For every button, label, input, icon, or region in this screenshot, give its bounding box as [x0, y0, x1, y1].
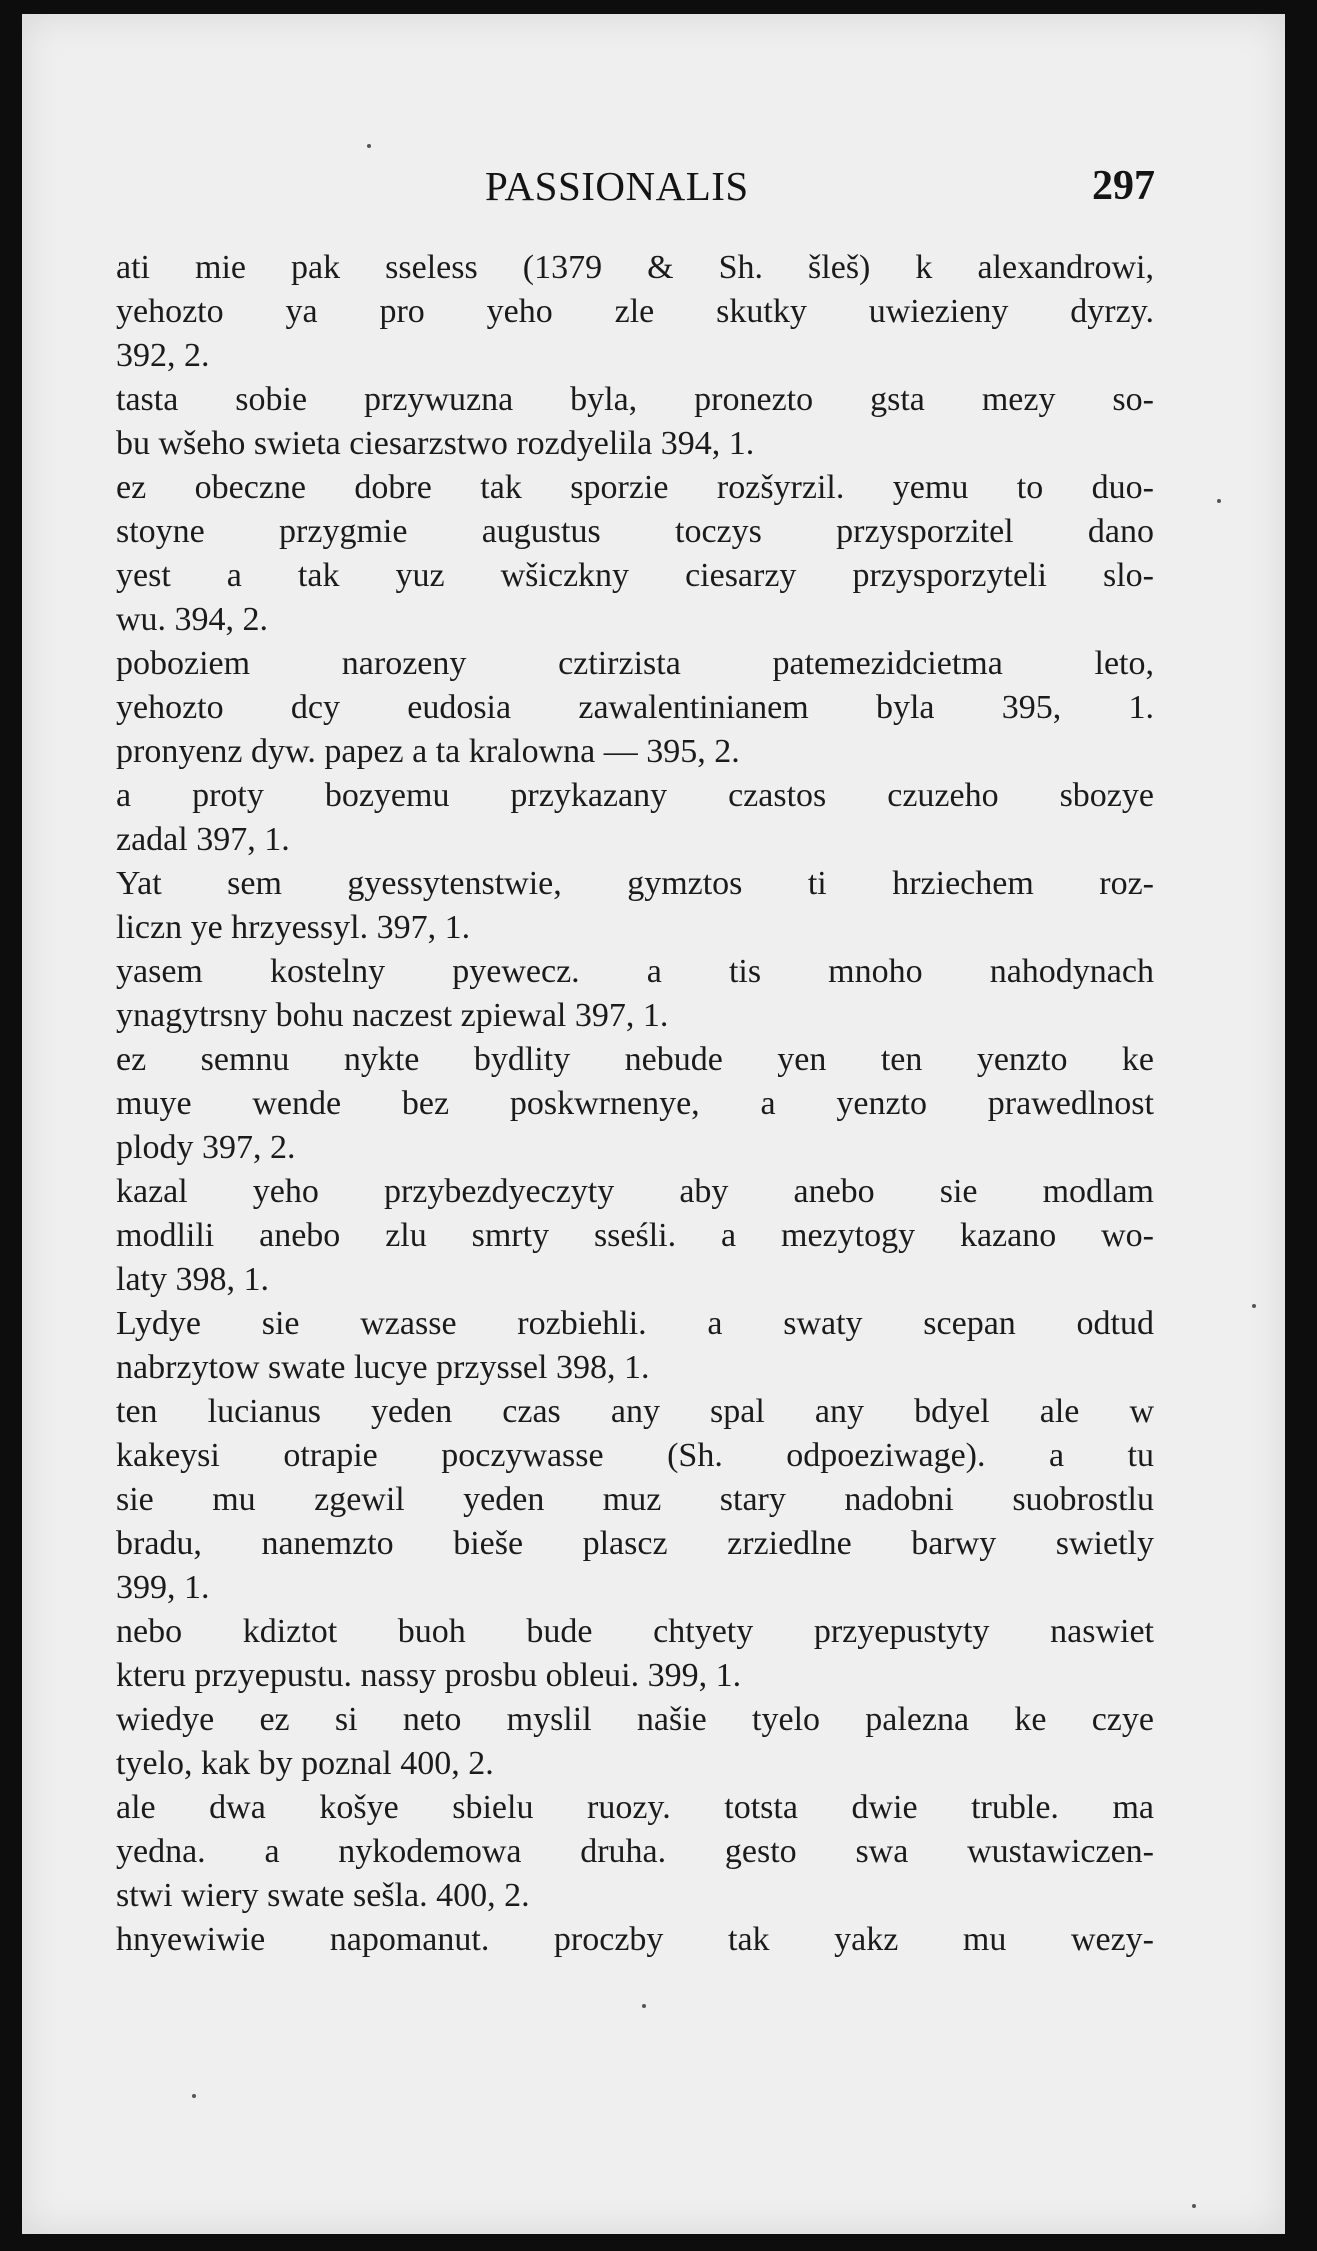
- text-line: liczn ye hrzyessyl. 397, 1.: [116, 909, 471, 946]
- text-line: hnyewiwie napomanut. proczby tak yakz mu wezy-: [116, 1921, 1154, 1958]
- text-line: ez obeczne dobre tak sporzie rozšyrzil. yemu to duo-: [116, 469, 1154, 506]
- text-line: wu. 394, 2.: [116, 601, 269, 638]
- text-line: Lydye sie wzasse rozbiehli. a swaty scepan odtud: [116, 1305, 1154, 1342]
- text-body: [116, 246, 1154, 1962]
- text-line: poboziem narozeny cztirzista patemezidcietma leto,: [116, 645, 1154, 682]
- text-line: plody 397, 2.: [116, 1129, 296, 1166]
- book-page: [22, 14, 1285, 2234]
- text-line: ten lucianus yeden czas any spal any bdyel ale w: [116, 1393, 1154, 1430]
- text-line: yehozto dcy eudosia zawalentinianem byla 395, 1.: [116, 689, 1154, 726]
- text-line: tasta sobie przywuzna byla, pronezto gsta mezy so-: [116, 381, 1154, 418]
- print-speck: [1192, 2204, 1196, 2208]
- text-line: kakeysi otrapie poczywasse (Sh. odpoeziwage). a tu: [116, 1437, 1154, 1474]
- text-line: ale dwa košye sbielu ruozy. totsta dwie truble. ma: [116, 1789, 1154, 1826]
- text-line: 392, 2.: [116, 337, 210, 374]
- text-line: ynagytrsny bohu naczest zpiewal 397, 1.: [116, 997, 669, 1034]
- text-line: nebo kdiztot buoh bude chtyety przyepustyty naswiet: [116, 1613, 1154, 1650]
- print-speck: [1252, 1304, 1256, 1308]
- text-line: modlili anebo zlu smrty sseśli. a mezytogy kazano wo-: [116, 1217, 1154, 1254]
- text-line: wiedye ez si neto myslil našie tyelo palezna ke czye: [116, 1701, 1154, 1738]
- text-line: yasem kostelny pyewecz. a tis mnoho nahodynach: [116, 953, 1154, 990]
- text-line: yehozto ya pro yeho zle skutky uwiezieny dyrzy.: [116, 293, 1154, 330]
- text-line: kteru przyepustu. nassy prosbu obleui. 399, 1.: [116, 1657, 742, 1694]
- text-line: sie mu zgewil yeden muz stary nadobni suobrostlu: [116, 1481, 1154, 1518]
- text-line: Yat sem gyessytenstwie, gymztos ti hrziechem roz-: [116, 865, 1154, 902]
- print-speck: [642, 2004, 646, 2008]
- text-line: nabrzytow swate lucye przyssel 398, 1.: [116, 1349, 650, 1386]
- page-number: 297: [1092, 163, 1155, 209]
- text-line: ez semnu nykte bydlity nebude yen ten yenzto ke: [116, 1041, 1154, 1078]
- print-speck: [192, 2094, 196, 2098]
- text-line: stoyne przygmie augustus toczys przysporzitel dano: [116, 513, 1154, 550]
- text-line: bradu, nanemzto bieše plascz zrziedlne barwy swietly: [116, 1525, 1154, 1562]
- text-line: zadal 397, 1.: [116, 821, 290, 858]
- text-line: muye wende bez poskwrnenye, a yenzto prawedlnost: [116, 1085, 1154, 1122]
- text-line: bu wšeho swieta ciesarzstwo rozdyelila 394, 1.: [116, 425, 755, 462]
- text-line: laty 398, 1.: [116, 1261, 269, 1298]
- text-line: ati mie pak sseless (1379 & Sh. šleš) k alexandrowi,: [116, 249, 1154, 286]
- text-line: stwi wiery swate sešla. 400, 2.: [116, 1877, 530, 1914]
- text-line: 399, 1.: [116, 1569, 210, 1606]
- text-line: yest a tak yuz wšiczkny ciesarzy przysporzyteli slo-: [116, 557, 1154, 594]
- text-line: kazal yeho przybezdyeczyty aby anebo sie modlam: [116, 1173, 1154, 1210]
- text-line: yedna. a nykodemowa druha. gesto swa wustawiczen-: [116, 1833, 1154, 1870]
- print-speck: [367, 144, 371, 148]
- text-line: a proty bozyemu przykazany czastos czuzeho sbozye: [116, 777, 1154, 814]
- running-title: PASSIONALIS: [485, 163, 749, 209]
- text-line: tyelo, kak by poznal 400, 2.: [116, 1745, 494, 1782]
- page-header: [22, 162, 1285, 212]
- print-speck: [1217, 499, 1221, 503]
- text-line: pronyenz dyw. papez a ta kralowna — 395, 2.: [116, 733, 740, 770]
